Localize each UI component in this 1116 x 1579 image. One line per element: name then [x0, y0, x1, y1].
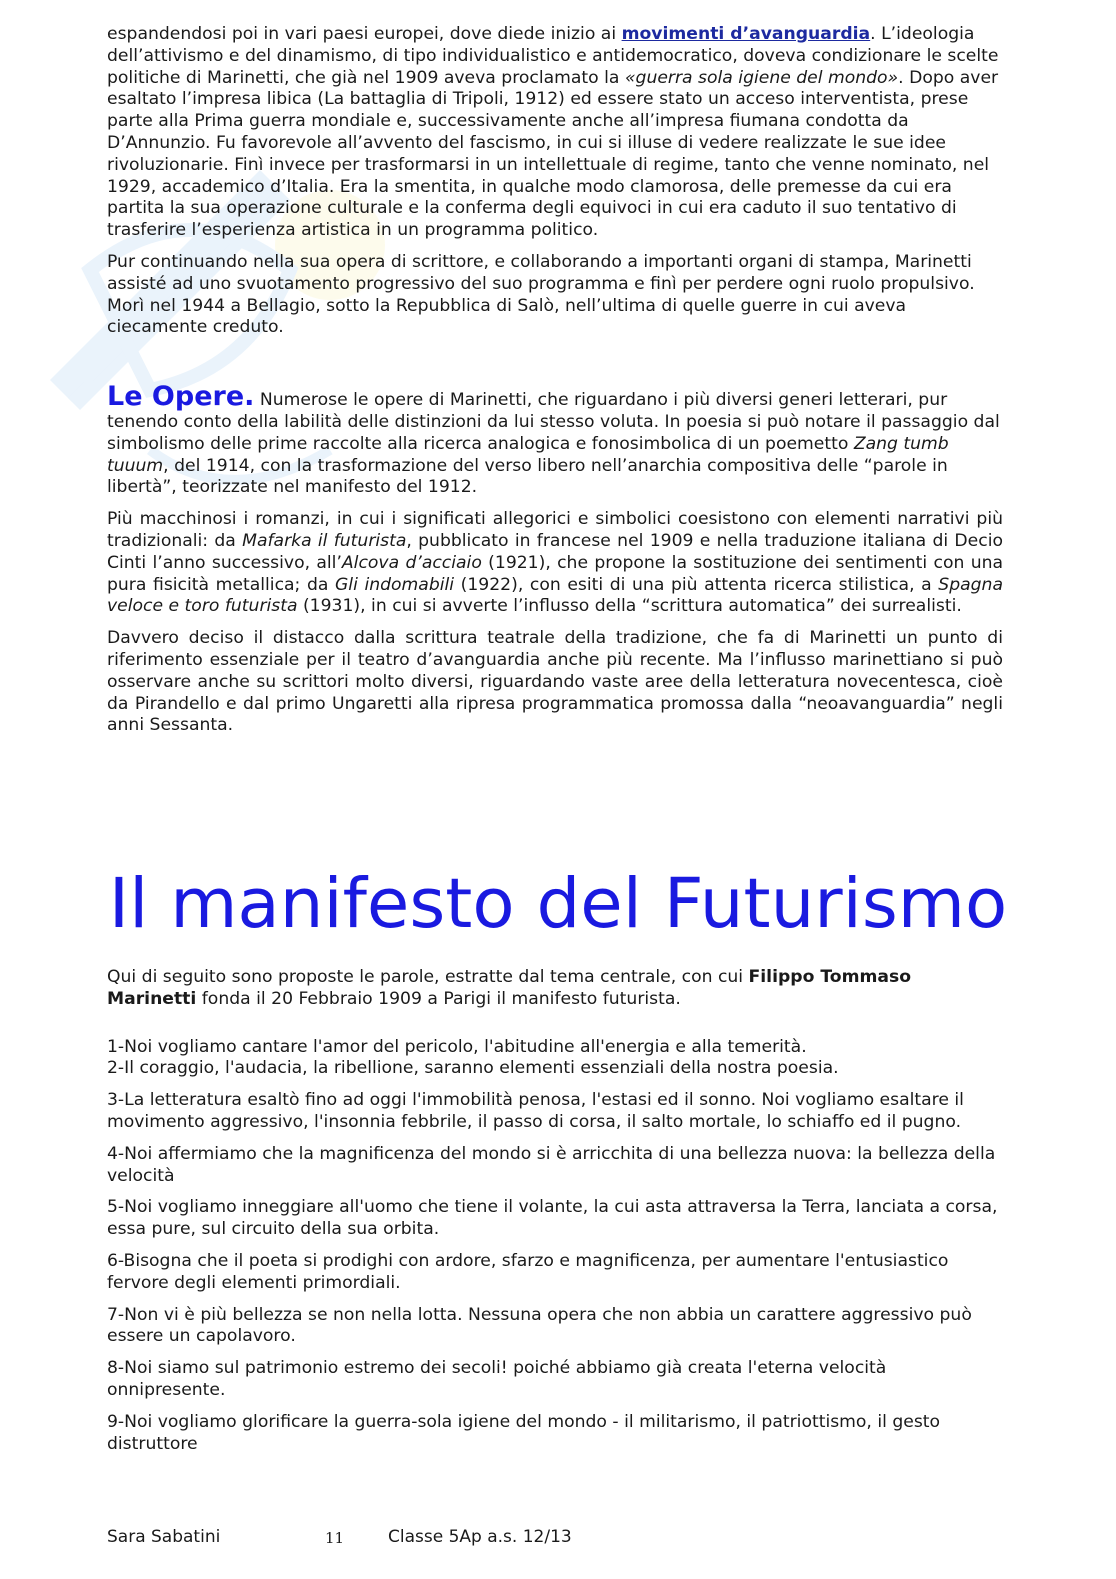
author-name: Filippo Tommaso Marinetti — [107, 967, 912, 1009]
manifesto-point: 1-Noi vogliamo cantare l'amor del pericolo, l'abitudine all'energia e alla temerità. — [107, 1036, 807, 1057]
manifesto-point: 2-Il coraggio, l'audacia, la ribellione, saranno elementi essenziali della nostra poesia. — [107, 1058, 839, 1079]
page-number: 11 — [325, 1529, 345, 1547]
biography-section — [107, 24, 1003, 737]
footer-class: Classe 5Ap a.s. 12/13 — [388, 1527, 572, 1547]
avanguardia-link[interactable]: movimenti d’avanguardia — [621, 24, 871, 44]
text: , pubblicato in francese nel 1909 e nella traduzione italiana di Decio Cinti l’anno successivo, all’ — [107, 530, 1003, 573]
work-title: Alcova d’acciaio — [341, 552, 482, 573]
text: , del 1914, con la trasformazione del verso libero nell’anarchia compositiva delle “parole in libertà”, teorizzate nel manifesto del 1912. — [107, 455, 948, 498]
opere-paragraph-1 — [107, 383, 1003, 499]
text: (1922), con esiti di una più attenta ricerca stilistica, a — [454, 574, 939, 595]
manifesto-point: 6-Bisogna che il poeta si prodighi con ardore, sfarzo e magnificenza, per aumentare l'entusiastico fervore degli elementi primordiali. — [107, 1250, 949, 1293]
work-title: Gli indomabili — [334, 574, 455, 595]
text: fonda il 20 Febbraio 1909 a Parigi il manifesto futurista. — [196, 988, 681, 1009]
text: (1931), in cui si avverte l’influsso della “scrittura automatica” dei surrealisti. — [297, 596, 962, 617]
footer-author: Sara Sabatini — [107, 1527, 221, 1547]
text: . L’ideologia dell’attivismo e del dinamismo, di tipo individualistico e antidemocratico, doveva condizionare le scelte politiche di Marinetti, che già nel 1909 aveva proclamato la — [107, 24, 999, 88]
manifesto-point: 4-Noi affermiamo che la magnificenza del mondo si è arricchita di una bellezza nuova: la bellezza della velocità — [107, 1143, 996, 1186]
biography-paragraph-2: Pur continuando nella sua opera di scrittore, e collaborando a importanti organi di stampa, Marinetti assisté ad uno svuotamento progressivo del suo programma e finì per perdere ogni ruolo propulsivo. Morì nel 1944 a Bellagio, sotto la Repubblica di Salò, nell’ultima di quelle guerre in cui aveva ciecamente creduto. — [107, 251, 975, 338]
manifesto-point: 5-Noi vogliamo inneggiare all'uomo che tiene il volante, la cui asta attraversa la Terra, lanciata a corsa, essa pure, sul circuito della sua orbita. — [107, 1197, 998, 1240]
manifesto-point: 9-Noi vogliamo glorificare la guerra-sola igiene del mondo - il militarismo, il patriottismo, il gesto distruttore — [107, 1411, 941, 1454]
manifesto-point: 8-Noi siamo sul patrimonio estremo dei secoli! poiché abbiamo già creata l'eterna velocità onnipresente. — [107, 1358, 887, 1400]
text: (1921), che propone la sostituzione dei sentimenti con una pura fisicità metallica; da — [107, 552, 1004, 595]
manifesto-title: Il manifesto del Futurismo — [108, 864, 1008, 944]
work-title: Mafarka il futurista — [242, 530, 407, 551]
manifesto-point: 3-La letteratura esaltò fino ad oggi l'immobilità penosa, l'estasi ed il sonno. Noi vogliamo esaltare il movimento aggressivo, l'insonnia febbrile, il passo di corsa, il salto mortale, lo schiaffo ed il pugno. — [107, 1090, 964, 1132]
text: . Dopo aver esaltato l’impresa libica (La battaglia di Tripoli, 1912) ed essere stato un acceso interventista, prese parte alla Prima guerra mondiale e, successivamente anche all’impresa fiumana condotta da D’Annunzio. Fu favorevole all’avvento del fascismo, in cui si illuse di vedere realizzate le sue idee rivoluzionarie. Finì invece per trasformarsi in un intellettuale di regime, tanto che venne nominato, nel 1929, accademico d’Italia. Era la smentita, in qualche modo clamorosa, delle premesse da cui era partita la sua operazione culturale e la conferma degli equivoci in cui era caduto il suo tentativo di trasferire l’esperienza artistica in un programma politico. — [107, 67, 999, 241]
work-title: Zang tumb tuuum — [107, 433, 949, 476]
text: Più macchinosi i romanzi, in cui i significati allegorici e simbolici coesistono con elementi narrativi più tradizionali: da — [107, 509, 1003, 551]
manifesto-point: 7-Non vi è più bellezza se non nella lotta. Nessuna opera che non abbia un carattere aggressivo può essere un capolavoro. — [107, 1304, 972, 1347]
opere-heading: Le Opere. — [107, 381, 255, 413]
text: espandendosi poi in vari paesi europei, dove diede inizio ai — [107, 24, 622, 44]
quote-guerra: «guerra sola igiene del mondo» — [624, 67, 899, 88]
biography-paragraph — [107, 24, 1003, 242]
text: Numerose le opere di Marinetti, che riguardano i più diversi generi letterari, pur tenendo conto della labilità delle distinzioni da lui stesso voluta. In poesia si può notare il passaggio dal simbolismo delle prime raccolte alla ricerca analogica e fonosimbolica di un poemetto — [107, 390, 1000, 454]
manifesto-intro — [107, 967, 1003, 1011]
work-title: Spagna veloce e toro futurista — [107, 574, 1003, 617]
opere-paragraph-2 — [107, 509, 1003, 618]
opere-paragraph-3: Davvero deciso il distacco dalla scrittura teatrale della tradizione, che fa di Marinetti un punto di riferimento essenziale per il teatro d’avanguardia anche più recente. Ma l’influsso marinettiano si può osservare anche su scrittori molto diversi, riguardando vaste aree della letteratura novecentesca, cioè da Pirandello e dal primo Ungaretti alla ripresa programmatica promossa dalla “neoavanguardia” negli anni Sessanta. — [107, 628, 1003, 736]
manifesto-section — [107, 967, 1003, 1455]
text: Qui di seguito sono proposte le parole, estratte dal tema centrale, con cui — [107, 967, 749, 987]
